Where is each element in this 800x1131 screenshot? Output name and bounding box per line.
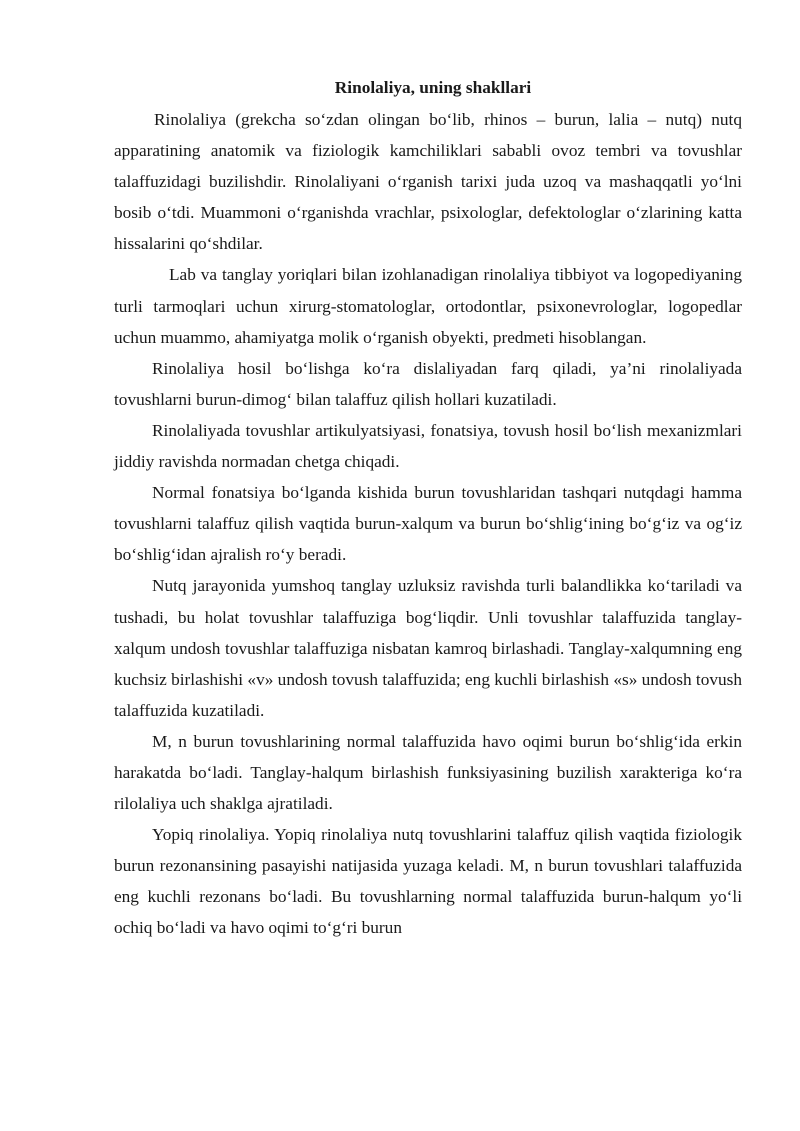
paragraph-cleft-lip-palate: Lab va tanglay yoriqlari bilan izohlanadigan rinolaliya tibbiyot va logopediyaning turli tarmoqlari uchun xirurg-stomatologlar, ortodontlar, psixonevrologlar, logopedlar uchun muammo, ahamiyatga molik o‘rganish obyekti, predmeti hisoblangan. bbox=[114, 265, 742, 347]
document-page bbox=[114, 76, 742, 944]
paragraph-closed-rhinolalia: Yopiq rinolaliya. Yopiq rinolaliya nutq tovushlarini talaffuz qilish vaqtida fiziologik burun rezonansining pasayishi natijasida yuzaga keladi. M, n burun tovushlari talaffuzida eng kuchli rezonans bo‘ladi. Bu tovushlarning normal talaffuzida burun-halqum yo‘li ochiq bo‘ladi va havo oqimi to‘g‘ri burun bbox=[114, 825, 742, 938]
paragraph-definition: Rinolaliya (grekcha so‘zdan olingan bo‘lib, rhinos – burun, lalia – nutq) nutq apparatining anatomik va fiziologik kamchiliklari sababli ovoz tembri va tovushlar talaffuzidagi buzilishdir. Rinolaliyani o‘rganish tarixi juda uzoq va mashaqqatli yo‘lni bosib o‘tdi. Muammoni o‘rganishda vrachlar, psixologlar, defektologlar o‘zlarining katta hissalarini qo‘shdilar. bbox=[114, 110, 742, 254]
paragraph-articulation: Rinolaliyada tovushlar artikulyatsiyasi, fonatsiya, tovush hosil bo‘lish mexanizmlari jiddiy ravishda normadan chetga chiqadi. bbox=[114, 420, 742, 472]
paragraph-nasal-sounds: M, n burun tovushlarining normal talaffuzida havo oqimi burun bo‘shlig‘ida erkin harakatda bo‘ladi. Tanglay-halqum birlashish funksiyasining buzilish xarakteriga ko‘ra rilolaliya uch shaklga ajratiladi. bbox=[114, 731, 742, 814]
document-title: Rinolaliya, uning shakllari bbox=[334, 78, 532, 97]
paragraph-normal-phonation: Normal fonatsiya bo‘lganda kishida burun tovushlaridan tashqari nutqdagi hamma tovushlarni talaffuz qilish vaqtida burun-xalqum va burun bo‘shlig‘ining bo‘g‘iz va og‘iz bo‘shlig‘idan ajralish ro‘y beradi. bbox=[114, 483, 742, 565]
paragraph-difference-dyslalia: Rinolaliya hosil bo‘lishga ko‘ra dislaliyadan farq qiladi, ya’ni rinolaliyada tovushlarni burun-dimog‘ bilan talaffuz qilish hollari kuzatiladi. bbox=[114, 358, 742, 409]
paragraph-soft-palate: Nutq jarayonida yumshoq tanglay uzluksiz ravishda turli balandlikka ko‘tariladi va tushadi, bu holat tovushlar talaffuziga bog‘liqdir. Unli tovushlar talaffuzida tanglay-xalqum undosh tovushlar talaffuziga nisbatan kamroq birlashadi. Tanglay-xalqumning eng kuchsiz birlashishi «v» undosh tovush talaffuzida; eng kuchli birlashish «s» undosh tovush talaffuzida kuzatiladi. bbox=[114, 576, 742, 720]
